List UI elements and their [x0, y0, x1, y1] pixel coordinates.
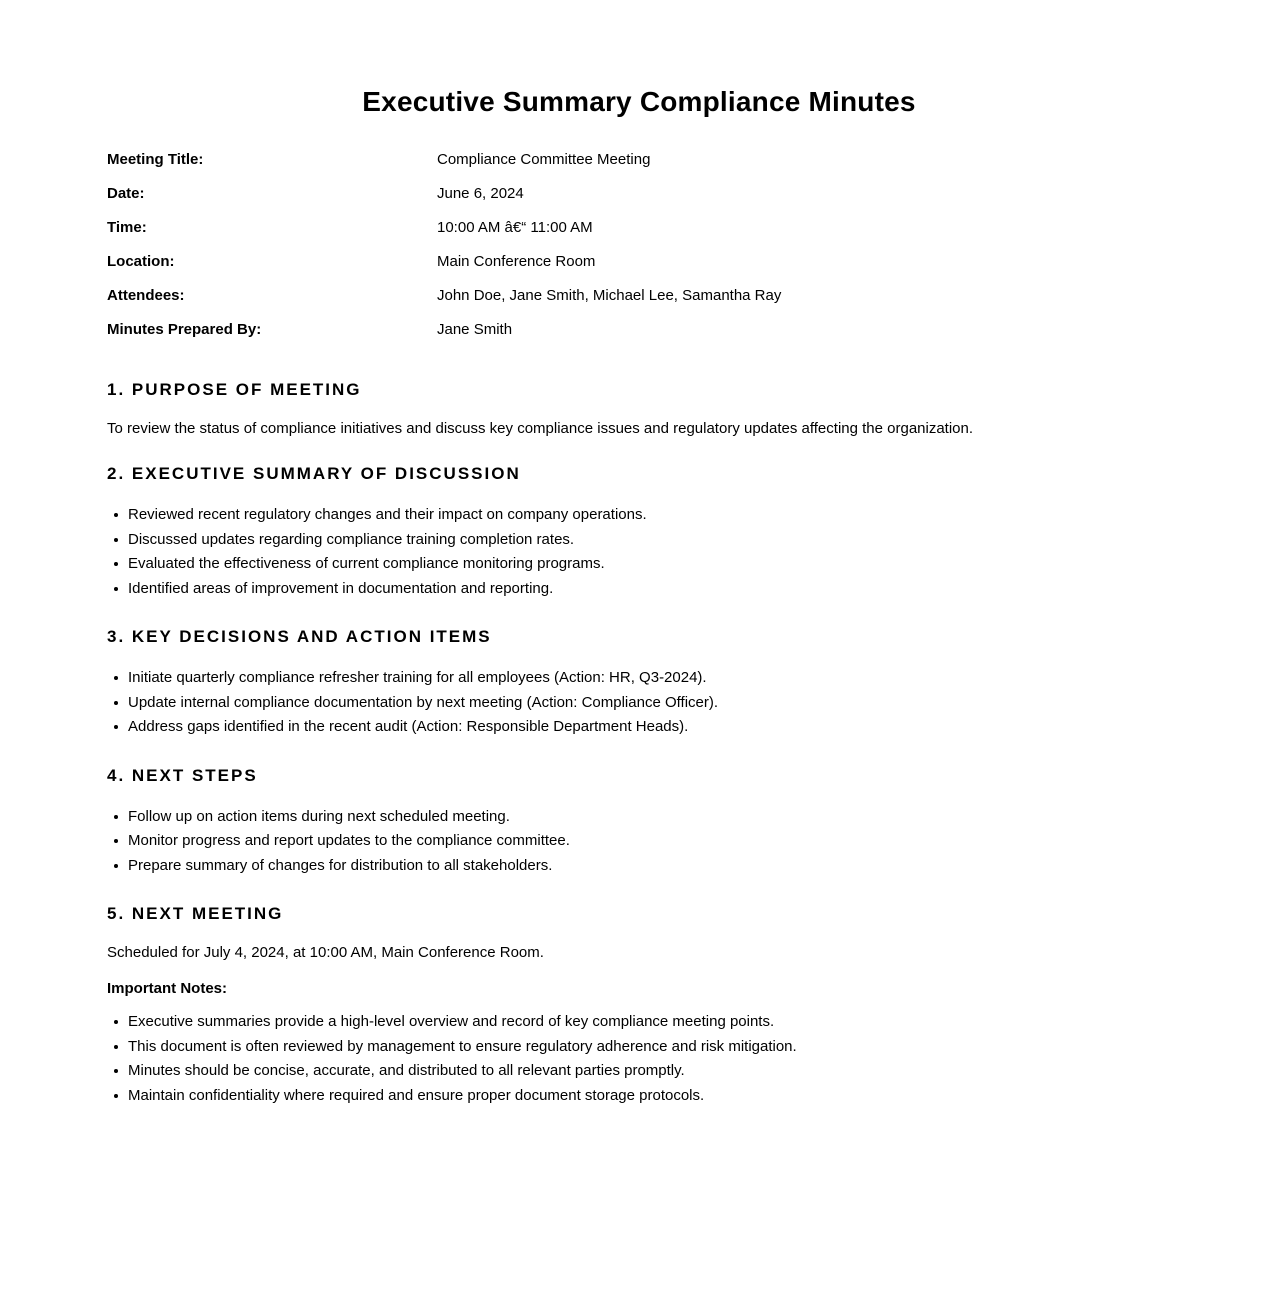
- section-heading: 1. PURPOSE OF MEETING: [107, 380, 362, 399]
- bullet-list: [107, 666, 1171, 740]
- list-item: Executive summaries provide a high-level overview and record of key compliance meeting points.: [107, 1010, 1171, 1035]
- list-item: Maintain confidentiality where required and ensure proper document storage protocols.: [107, 1084, 1171, 1109]
- meta-row-location: [107, 252, 1171, 286]
- list-item: Identified areas of improvement in documentation and reporting.: [107, 577, 1171, 602]
- list-item: Update internal compliance documentation by next meeting (Action: Compliance Officer).: [107, 691, 1171, 716]
- page-title: Executive Summary Compliance Minutes: [362, 86, 916, 117]
- meta-row-date: [107, 184, 1171, 218]
- bullet-list: [107, 1010, 1171, 1108]
- meta-label: Date:: [107, 185, 145, 202]
- list-item: Follow up on action items during next scheduled meeting.: [107, 805, 1171, 830]
- section-key-decisions: [107, 627, 1171, 740]
- meta-value: John Doe, Jane Smith, Michael Lee, Samantha Ray: [437, 287, 782, 304]
- meeting-meta-table: [107, 150, 1171, 354]
- meta-label: Location:: [107, 253, 175, 270]
- section-next-meeting: [107, 904, 1171, 962]
- list-item: Monitor progress and report updates to the compliance committee.: [107, 829, 1171, 854]
- list-item: Discussed updates regarding compliance training completion rates.: [107, 528, 1171, 553]
- section-important-notes: [107, 979, 1171, 1108]
- section-heading: 4. NEXT STEPS: [107, 765, 258, 785]
- meta-value: June 6, 2024: [437, 185, 524, 202]
- meta-row-attendees: [107, 286, 1171, 320]
- meta-row-time: [107, 218, 1171, 252]
- bullet-list: [107, 805, 1171, 879]
- bullet-list: [107, 503, 1171, 601]
- notes-title: Important Notes:: [107, 980, 227, 997]
- list-item: Evaluated the effectiveness of current compliance monitoring programs.: [107, 552, 1171, 577]
- meta-value: Main Conference Room: [437, 253, 596, 270]
- section-heading: 3. KEY DECISIONS AND ACTION ITEMS: [107, 627, 492, 646]
- list-item: Prepare summary of changes for distribution to all stakeholders.: [107, 854, 1171, 879]
- section-heading: 5. NEXT MEETING: [107, 904, 284, 923]
- meta-value: Compliance Committee Meeting: [437, 151, 651, 168]
- meta-row-prepared-by: [107, 320, 1171, 354]
- section-executive-summary: [107, 464, 1171, 601]
- section-next-steps: [107, 766, 1171, 879]
- meta-row-meeting-title: [107, 150, 1171, 184]
- list-item: Address gaps identified in the recent audit (Action: Responsible Department Heads).: [107, 715, 1171, 740]
- section-heading: 2. EXECUTIVE SUMMARY OF DISCUSSION: [107, 464, 521, 483]
- list-item: This document is often reviewed by management to ensure regulatory adherence and risk mitigation.: [107, 1035, 1171, 1060]
- section-paragraph: To review the status of compliance initiatives and discuss key compliance issues and regulatory updates affecting the organization.: [107, 420, 974, 437]
- meta-value: Jane Smith: [437, 321, 513, 338]
- list-item: Minutes should be concise, accurate, and distributed to all relevant parties promptly.: [107, 1059, 1171, 1084]
- section-paragraph: Scheduled for July 4, 2024, at 10:00 AM, Main Conference Room.: [107, 944, 544, 961]
- section-purpose-of-meeting: [107, 380, 1171, 438]
- meta-value: 10:00 AM â€“ 11:00 AM: [437, 219, 593, 236]
- meta-label: Meeting Title:: [107, 151, 204, 168]
- meta-label: Time:: [107, 219, 147, 236]
- meta-label: Minutes Prepared By:: [107, 321, 262, 338]
- meta-label: Attendees:: [107, 287, 185, 304]
- list-item: Reviewed recent regulatory changes and their impact on company operations.: [107, 503, 1171, 528]
- list-item: Initiate quarterly compliance refresher training for all employees (Action: HR, Q3-2024).: [107, 666, 1171, 691]
